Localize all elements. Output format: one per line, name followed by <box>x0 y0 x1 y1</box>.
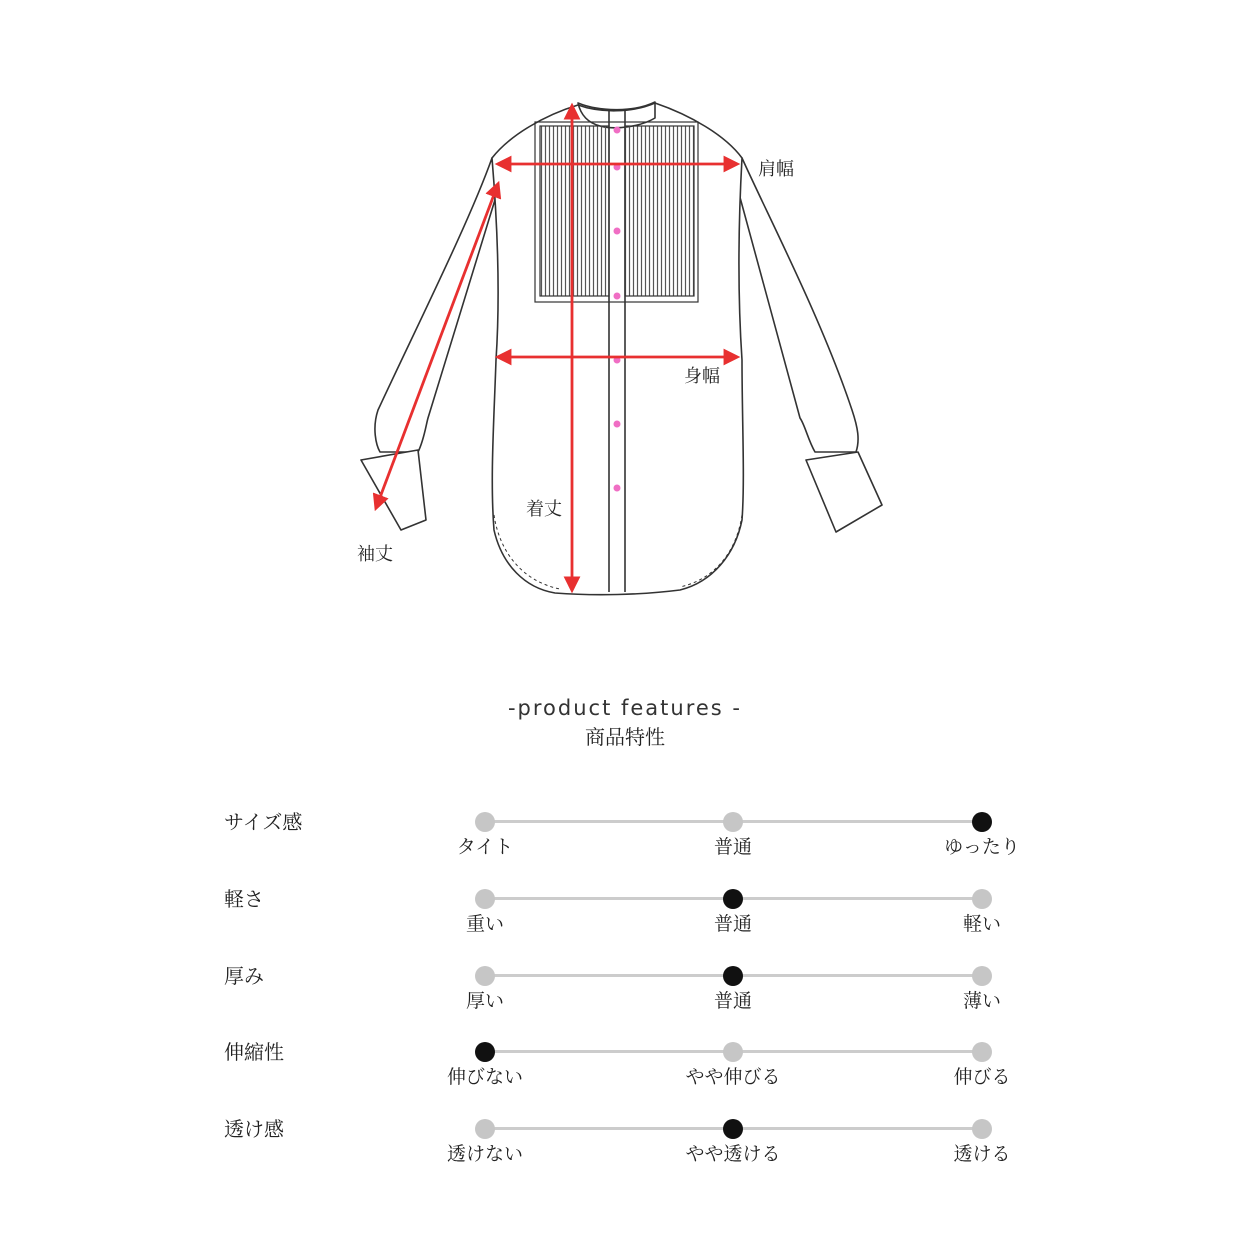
scale-option-label: 伸びない <box>446 1066 523 1088</box>
scale-dot <box>972 966 992 986</box>
scale-dot-selected <box>972 812 992 832</box>
length-label: 着丈 <box>526 499 562 520</box>
feature-name: 伸縮性 <box>224 1040 284 1064</box>
features-header <box>0 694 1250 752</box>
feature-row <box>0 1040 1250 1110</box>
feature-name: 軽さ <box>224 887 264 911</box>
scale-option-label: 透けない <box>446 1143 523 1165</box>
scale-option-label: 普通 <box>713 990 752 1012</box>
body-width-label: 身幅 <box>684 366 720 387</box>
scale-dot-selected <box>723 966 743 986</box>
feature-row <box>0 887 1250 957</box>
scale-option-label: 伸びる <box>953 1066 1011 1088</box>
scale-option-label: 重い <box>465 913 504 935</box>
sleeve-length-label: 袖丈 <box>357 544 393 565</box>
scale-dot <box>475 889 495 909</box>
feature-name: 厚み <box>224 964 264 988</box>
scale-dot <box>972 1042 992 1062</box>
feature-name: サイズ感 <box>224 810 303 834</box>
scale-dot-selected <box>475 1042 495 1062</box>
scale-dot <box>475 966 495 986</box>
scale-dot <box>723 812 743 832</box>
feature-row <box>0 1117 1250 1187</box>
scale-dot <box>972 889 992 909</box>
feature-name: 透け感 <box>224 1117 284 1141</box>
shoulder-width-label: 肩幅 <box>758 159 794 180</box>
scale-dot <box>475 1119 495 1139</box>
sleeve-length-arrow <box>376 184 498 508</box>
scale-option-label: やや伸びる <box>685 1066 781 1088</box>
scale-option-label: 普通 <box>713 836 752 858</box>
scale-option-label: 薄い <box>962 990 1001 1012</box>
features-subtitle: 商品特性 <box>585 725 665 749</box>
scale-dot-selected <box>723 1119 743 1139</box>
scale-option-label: 軽い <box>962 913 1001 935</box>
scale-option-label: ゆったり <box>944 836 1020 858</box>
feature-row <box>0 964 1250 1034</box>
scale-dot <box>723 1042 743 1062</box>
scale-dot <box>475 812 495 832</box>
shirt-outline <box>361 102 882 595</box>
scale-option-label: 透ける <box>953 1143 1011 1165</box>
scale-option-label: 普通 <box>713 913 752 935</box>
features-title: -product features - <box>507 696 743 720</box>
scale-option-label: やや透ける <box>685 1143 781 1165</box>
scale-dot-selected <box>723 889 743 909</box>
scale-dot <box>972 1119 992 1139</box>
scale-option-label: タイト <box>456 836 514 858</box>
feature-row <box>0 810 1250 880</box>
scale-option-label: 厚い <box>465 990 504 1012</box>
